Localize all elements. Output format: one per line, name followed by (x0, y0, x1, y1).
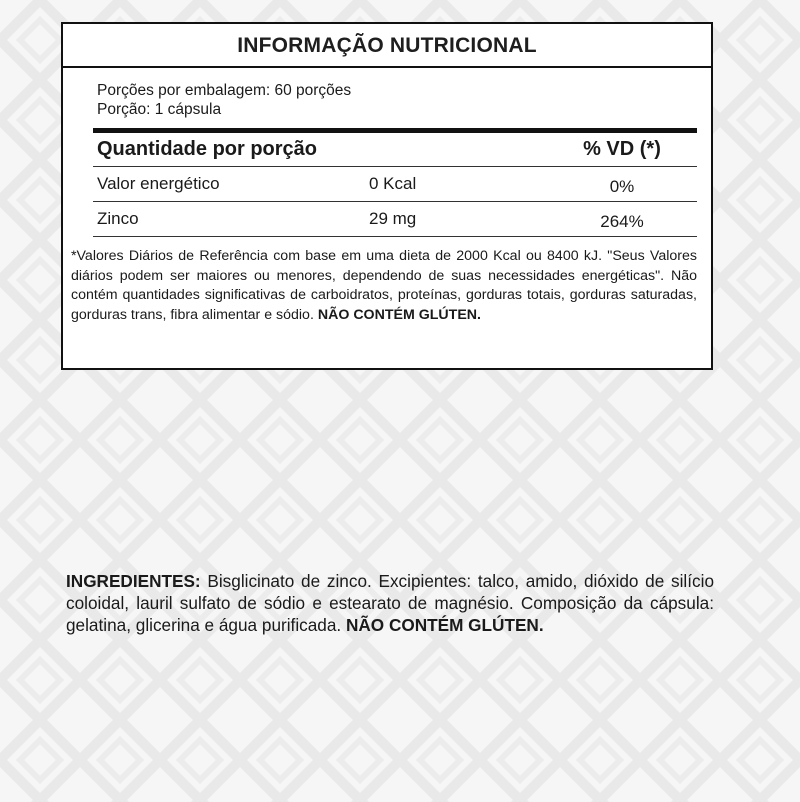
table-row (93, 167, 697, 202)
ingredients-gluten-note: NÃO CONTÉM GLÚTEN. (345, 615, 544, 635)
nutrient-name: Zinco (97, 209, 139, 228)
footnote-gluten-note: NÃO CONTÉM GLÚTEN. (317, 306, 481, 323)
servings-per-package: Porções por embalagem: 60 porções (97, 82, 352, 99)
header-daily-value: % VD (*) (583, 138, 661, 160)
panel-title: INFORMAÇÃO NUTRICIONAL (63, 24, 711, 68)
nutrition-facts-panel (61, 22, 713, 370)
nutrient-dv: 0% (609, 177, 635, 196)
table-header-row (93, 133, 697, 167)
ingredients-text: Bisglicinato de zinco. Excipientes: talco, amido, dióxido de silício coloidal, lauril sulfato de sódio e estearato de magnésio. Composição da cápsula: gelatina, glicerina e água purificada. (66, 571, 714, 635)
footnote-text: *Valores Diários de Referência com base em uma dieta de 2000 Kcal ou 8400 kJ. "Seus Valores diários podem ser maiores ou menores, dependendo de suas necessidades energéticas". Não contém quantidades significativas de carboidratos, proteínas, gorduras totais, gorduras saturadas, gorduras trans, fibra alimentar e sódio. (71, 248, 697, 323)
nutrient-name: Valor energético (97, 174, 220, 193)
ingredients-section (66, 570, 714, 636)
servings-info (63, 68, 711, 128)
table-row (93, 202, 697, 237)
ingredients-label: INGREDIENTES: (66, 571, 201, 591)
nutrient-amount: 0 Kcal (369, 174, 417, 193)
nutrient-amount: 29 mg (369, 209, 417, 228)
serving-size: Porção: 1 cápsula (97, 101, 222, 118)
footnote (71, 247, 697, 325)
header-quantity: Quantidade por porção (97, 138, 318, 160)
nutrient-dv: 264% (600, 212, 644, 231)
nutrition-table (93, 133, 697, 237)
